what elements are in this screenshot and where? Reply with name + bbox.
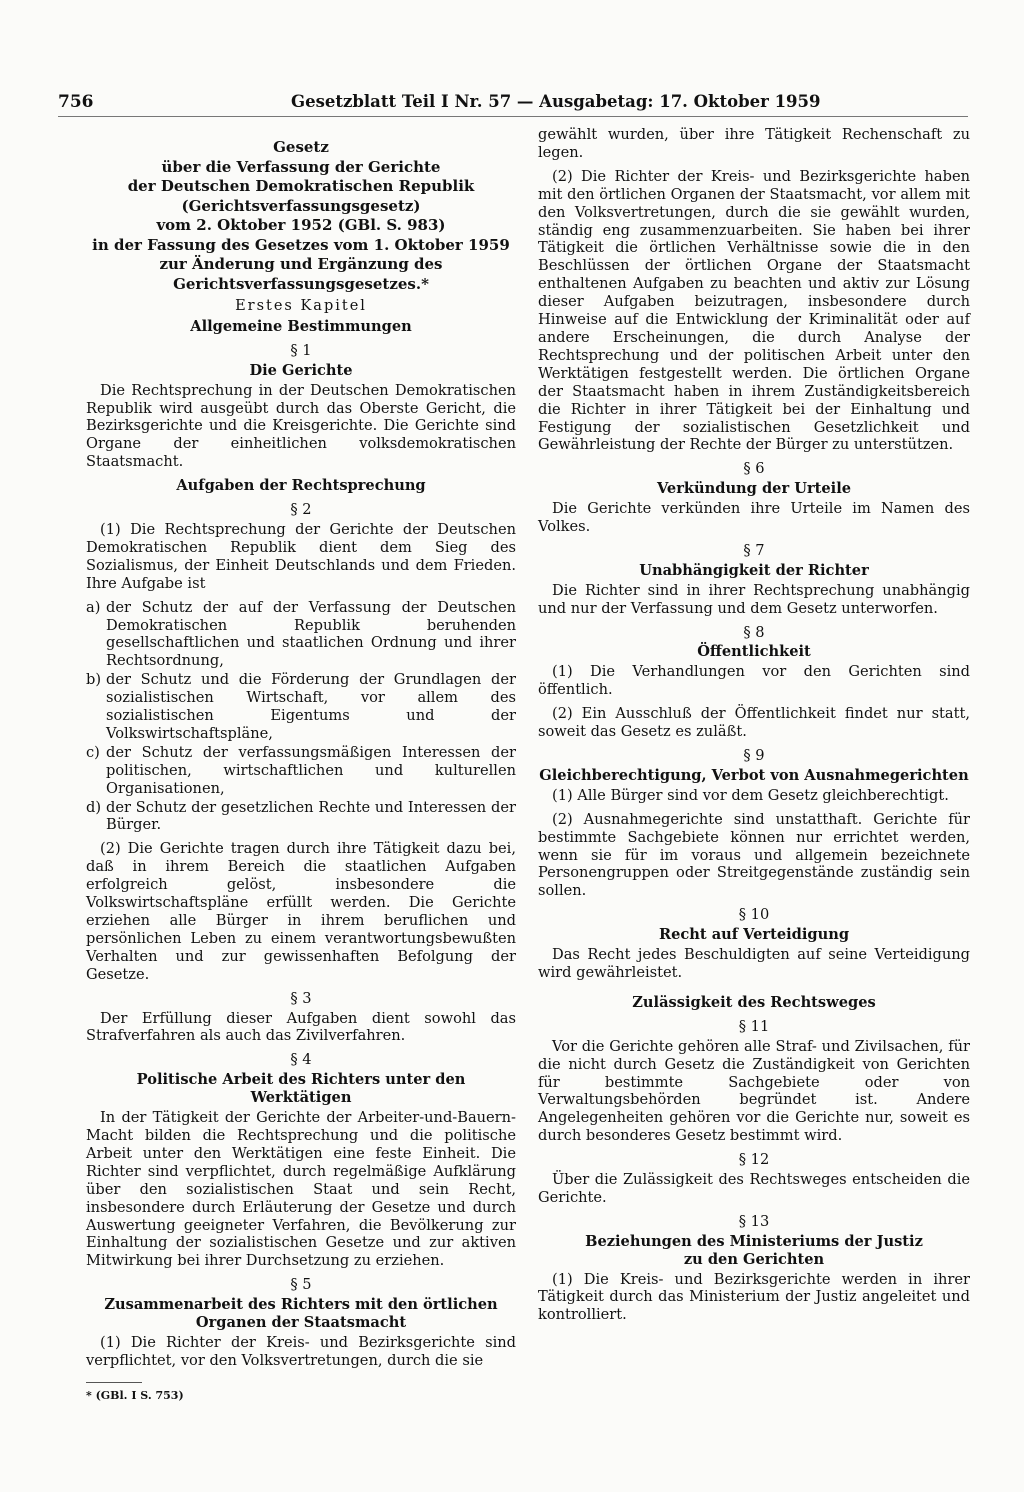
section-number: § 3: [290, 989, 312, 1007]
section-text: Die Rechtsprechung in der Deutschen Demokratischen Republik wird ausgeübt durch das Oberste Gericht, die Bezirksgerichte und die Kreisgerichte. Die Gerichte sind Organe der einheitlichen volksdemokratischen Staatsmacht.: [86, 381, 516, 471]
header-title: Gesetzblatt Teil I Nr. 57 — Ausgabetag: 17. Oktober 1959: [291, 92, 821, 111]
section-text: Der Erfüllung dieser Aufgaben dient sowohl das Strafverfahren als auch das Zivilverfahren.: [86, 1009, 516, 1045]
paragraph: gewählt wurden, über ihre Tätigkeit Rechenschaft zu legen.: [538, 126, 970, 161]
section-heading: Unabhängigkeit der Richter: [639, 561, 869, 579]
law-title: [86, 138, 516, 294]
paragraph: (1) Die Richter der Kreis- und Bezirksgerichte sind verpflichtet, vor den Volksvertretungen, durch die sie: [86, 1333, 516, 1369]
section-number: § 11: [738, 1017, 770, 1035]
section-text: In der Tätigkeit der Gerichte der Arbeiter-und-Bauern-Macht bilden die Rechtsprechung und die politische Arbeit unter den Werktätigen eine feste Einheit. Die Richter sind verpflichtet, durch regelmäßige Aufklärung über den sozialistischen Staat und sein Recht, insbesondere durch Erläuterung der Gesetze und durch Auswertung geeigneter Verfahren, die Bevölkerung zur Einhaltung der sozialistischen Gesetze und zur aktiven Mitwirkung bei ihrer Durchsetzung zu erziehen.: [86, 1109, 516, 1270]
section-heading: [86, 1296, 516, 1332]
section-heading: Öffentlichkeit: [697, 643, 811, 661]
section-number: § 6: [743, 460, 765, 478]
list-item: [86, 671, 516, 743]
list-item: [86, 799, 516, 835]
paragraph: (1) Die Rechtsprechung der Gerichte der Deutschen Demokratischen Republik dient dem Sieg des Sozialismus, der Einheit Deutschlands und dem Frieden. Ihre Aufgabe ist: [86, 520, 516, 592]
section-heading: Aufgaben der Rechtsprechung: [176, 477, 426, 495]
list-item: [86, 599, 516, 671]
law-title-line: in der Fassung des Gesetzes vom 1. Oktober 1959: [92, 235, 510, 254]
list-item-text: der Schutz und die Förderung der Grundlagen der sozialistischen Wirtschaft, vor allem des sozialistischen Eigentums und der Volkswirtschaftspläne,: [106, 671, 516, 742]
list-item-text: der Schutz der verfassungsmäßigen Interessen der politischen, wirtschaftlichen und kulturellen Organisationen,: [106, 743, 516, 797]
chapter-subtitle: Allgemeine Bestimmungen: [190, 317, 412, 335]
paragraph: (1) Alle Bürger sind vor dem Gesetz gleichberechtigt.: [552, 786, 949, 804]
section-heading: Die Gerichte: [249, 361, 353, 379]
law-title-line: über die Verfassung der Gerichte: [161, 157, 441, 176]
section-number: § 4: [290, 1051, 312, 1069]
section-heading: Gleichberechtigung, Verbot von Ausnahmegerichten: [539, 766, 969, 784]
list-item-text: der Schutz der auf der Verfassung der Deutschen Demokratischen Republik beruhenden gesellschaftlichen und staatlichen Ordnung und ihrer Rechtsordnung,: [106, 598, 516, 670]
page-header: [58, 92, 968, 114]
section-text: Die Richter sind in ihrer Rechtsprechung unabhängig und nur der Verfassung und dem Gesetz unterworfen.: [538, 581, 970, 617]
header-rule: [58, 116, 968, 117]
chapter-title: Erstes Kapitel: [235, 298, 367, 314]
section-number: § 2: [290, 501, 312, 519]
section-text: (1) Die Kreis- und Bezirksgerichte werden in ihrer Tätigkeit durch das Ministerium der Justiz angeleitet und kontrolliert.: [538, 1270, 970, 1324]
section-text: Das Recht jedes Beschuldigten auf seine Verteidigung wird gewährleistet.: [538, 946, 970, 981]
law-title-line: Gesetz: [273, 138, 329, 156]
law-title-line: Gerichtsverfassungsgesetzes.*: [173, 274, 429, 293]
section-heading: Zulässigkeit des Rechtsweges: [632, 993, 876, 1011]
law-title-line: der Deutschen Demokratischen Republik: [127, 177, 475, 195]
list-item-text: der Schutz der gesetzlichen Rechte und Interessen der Bürger.: [106, 798, 516, 834]
paragraph: (2) Ausnahmegerichte sind unstatthaft. Gerichte für bestimmte Sachgebiete können nur errichtet werden, wenn sie für im voraus und allgemein bezeichnete Personengruppen oder Streitgegenstände zuständig sein sollen.: [538, 810, 970, 900]
right-column: [538, 126, 970, 1371]
section-text: Die Gerichte verkünden ihre Urteile im Namen des Volkes.: [538, 500, 970, 536]
paragraph: (2) Die Gerichte tragen durch ihre Tätigkeit dazu bei, daß in ihrem Bereich die staatlichen Aufgaben erfolgreich gelöst, insbesondere die Volkswirtschaftspläne erfüllt werden. Die Gerichte erziehen alle Bürger in ihrem beruflichen und persönlichen Leben zu einem verantwortungsbewußten Verhalten und zur gewissenhaften Befolgung der Gesetze.: [86, 840, 516, 983]
list-item-label: a): [86, 598, 101, 616]
section-number: § 10: [738, 906, 770, 924]
section-number: § 1: [290, 341, 312, 359]
section-number: § 13: [738, 1212, 770, 1230]
list-item: [86, 744, 516, 798]
task-list: [86, 599, 516, 835]
section-number: § 9: [743, 747, 765, 764]
heading-line: Organen der Staatsmacht: [195, 1314, 407, 1332]
section-number: § 5: [290, 1276, 312, 1294]
left-column: [86, 126, 516, 1402]
law-title-line: (Gerichtsverfassungsgesetz): [181, 196, 421, 215]
section-text: Vor die Gerichte gehören alle Straf- und Zivilsachen, für die nicht durch Gesetz die Zuständigkeit von Gerichten für bestimmte Sachgebiete oder von Verwaltungsbehörden begründet ist. Andere Angelegenheiten gehören vor die Gerichte nur, soweit es durch besonderes Gesetz bestimmt wird.: [538, 1037, 970, 1145]
section-heading: Politische Arbeit des Richters unter den Werktätigen: [136, 1071, 466, 1107]
section-number: § 7: [743, 541, 765, 559]
section-number: § 12: [738, 1151, 770, 1169]
heading-line: zu den Gerichten: [683, 1250, 825, 1268]
section-text: Über die Zulässigkeit des Rechtsweges entscheiden die Gerichte.: [538, 1171, 970, 1206]
paragraph: (2) Ein Ausschluß der Öffentlichkeit findet nur statt, soweit das Gesetz es zuläßt.: [538, 705, 970, 741]
section-heading: Recht auf Verteidigung: [658, 926, 850, 944]
law-title-line: vom 2. Oktober 1952 (GBl. S. 983): [156, 216, 446, 234]
law-title-line: zur Änderung und Ergänzung des: [159, 255, 443, 273]
footnote: * (GBl. I S. 753): [86, 1388, 184, 1402]
paragraph: (2) Die Richter der Kreis- und Bezirksgerichte haben mit den örtlichen Organen der Staatsmacht, vor allem mit den Volksvertretungen, durch die sie gewählt wurden, ständig eng zusammenzuarbeiten. Sie haben bei ihrer Tätigkeit die örtlichen Verhältnisse sowie die in den Beschlüssen der örtlichen Organe der Staatsmacht enthaltenen Aufgaben zu beachten und aktiv zur Lösung dieser Aufgaben beizutragen, insbesondere durch Hinweise auf die Entwicklung der Kriminalität oder auf andere Erscheinungen, die durch Analyse der Rechtsprechung und der politischen Arbeit unter den Werktätigen festgestellt werden. Die örtlichen Organe der Staatsmacht haben in ihrem Zuständigkeitsbereich die Richter in ihrer Tätigkeit bei der Einhaltung und Festigung der sozialistischen Gesetzlichkeit und Gewährleistung der Rechte der Bürger zu unterstützen.: [538, 167, 970, 454]
section-heading: Verkündung der Urteile: [656, 480, 852, 498]
heading-line: Zusammenarbeit des Richters mit den örtlichen: [104, 1296, 498, 1314]
heading-line: Beziehungen des Ministeriums der Justiz: [585, 1232, 923, 1250]
list-item-label: c): [86, 743, 100, 761]
list-item-label: b): [86, 671, 102, 689]
paragraph: (1) Die Verhandlungen vor den Gerichten sind öffentlich.: [538, 663, 970, 699]
page-number: 756: [58, 92, 94, 112]
section-heading: [538, 1233, 970, 1269]
footnote-rule: [86, 1382, 142, 1383]
list-item-label: d): [86, 798, 102, 816]
section-number: § 8: [743, 623, 765, 641]
